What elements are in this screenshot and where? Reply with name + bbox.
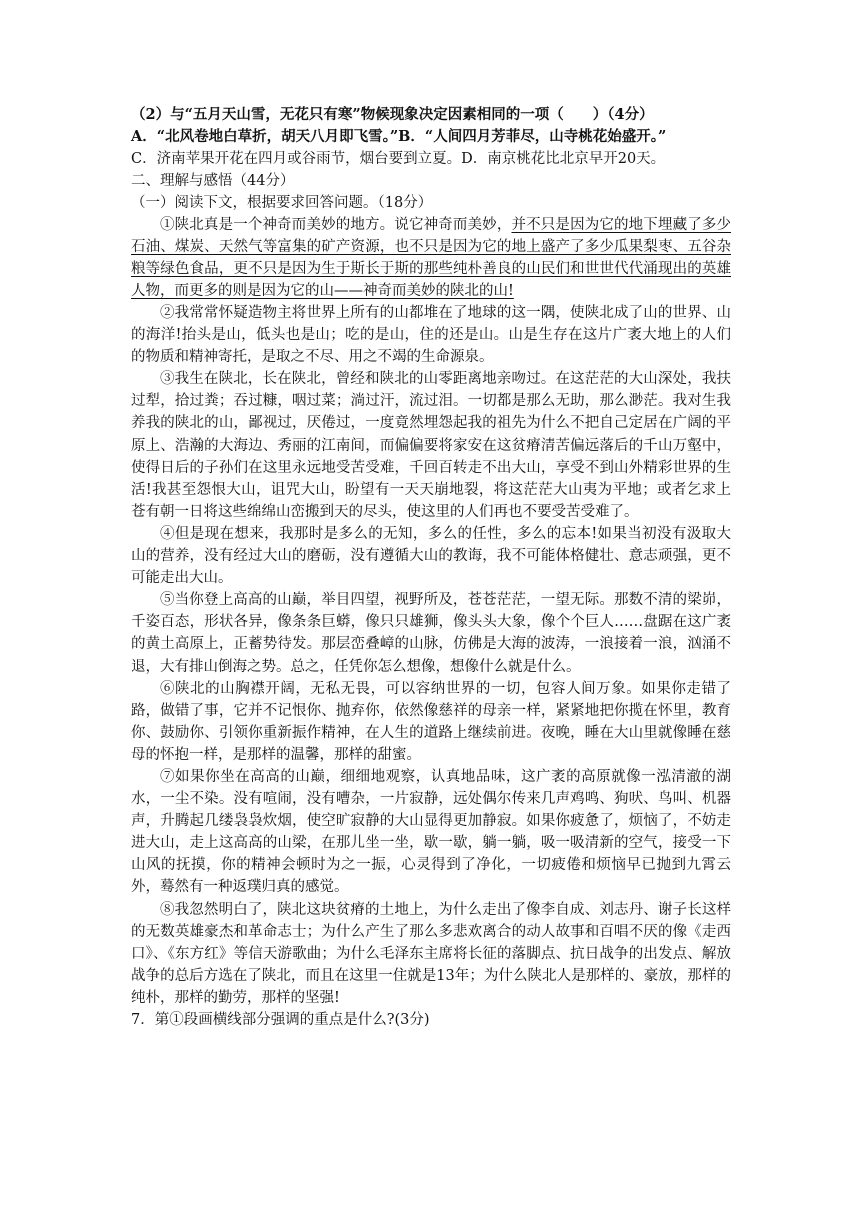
section-title: 二、理解与感悟（44分） (131, 173, 295, 189)
part-title: （一）阅读下文，根据要求回答问题。（18分） (131, 195, 433, 211)
paragraph-5: ⑤当你登上高高的山巅，举目四望，视野所及，苍苍茫茫，一望无际。那数不清的梁峁，千姿百态，形状各异，像条条巨蟒，像只只雄狮，像头头大象，像个个巨人……盘踞在这广袤的黄土高原上，正蓄势待发。那层峦叠嶂的山脉，仿佛是大海的波涛，一浪接着一浪，汹涌不退，大有排山倒海之势。总之，任凭你怎么想像，想像什么就是什么。 (131, 592, 731, 675)
question-6-sub2: （2）与“五月天山雪，无花只有寒”物候现象决定因素相同的一项（ ）（4分） (131, 106, 654, 123)
paragraph-8: ⑧我忽然明白了，陕北这块贫瘠的土地上，为什么走出了像李自成、刘志丹、谢子长这样的无数英雄豪杰和革命志士；为什么产生了那么多悲欢离合的动人故事和百唱不厌的像《走西口》、《东方红》等信天游歌曲；为什么毛泽东主席将长征的落脚点、抗日战争的出发点、解放战争的总后方选在了陕北，而且在这里一住就是13年；为什么陕北人是那样的、豪放，那样的纯朴，那样的勤劳，那样的坚强! (131, 901, 731, 1006)
paragraph-4: ④但是现在想来，我那时是多么的无知，多么的任性，多么的忘本!如果当初没有汲取大山的营养，没有经过大山的磨砺，没有遵循大山的教诲，我不可能体格健壮、意志顽强，更不可能走出大山。 (131, 525, 731, 587)
paragraph-3: ③我生在陕北，长在陕北，曾经和陕北的山零距离地亲吻过。在这茫茫的大山深处，我扶过犁，拾过粪；吞过糠，咽过菜；淌过汗，流过泪。一切都是那么无助，那么渺茫。我对生我养我的陕北的山，鄙视过，厌倦过，一度竟然埋怨起我的祖先为什么不把自己定居在广阔的平原上、浩瀚的大海边、秀丽的江南间，而偏偏要将家安在这贫瘠清苦偏远落后的千山万壑中，使得日后的子孙们在这里永远地受苦受难，千回百转走不出大山，享受不到山外精彩世界的生活!我甚至怨恨大山，诅咒大山，盼望有一天天崩地裂，将这茫茫大山夷为平地；或者乞求上苍有朝一日将这些绵绵山峦搬到天的尽头，使这里的人们再也不要受苦受难了。 (131, 371, 731, 520)
paragraph-6: ⑥陕北的山胸襟开阔，无私无畏，可以容纳世界的一切，包容人间万象。如果你走错了路，做错了事，它并不记恨你、抛弃你，依然像慈祥的母亲一样，紧紧地把你揽在怀里，教育你、鼓励你、引领你重新振作精神，在人生的道路上继续前进。夜晚，睡在大山里就像睡在慈母的怀抱一样，是那样的温馨，那样的甜蜜。 (131, 680, 731, 763)
paragraph-2: ②我常常怀疑造物主将世界上所有的山都堆在了地球的这一隅，使陕北成了山的世界、山的海洋!抬头是山，低头也是山；吃的是山，住的还是山。山是生存在这片广袤大地上的人们的物质和精神寄托，是取之不尽、用之不竭的生命源泉。 (131, 305, 731, 366)
paragraph-1-underlined: 并不只是因为它的地下埋藏了多少石油、煤炭、天然气等富集的矿产资源，也不只是因为它的地上盛产了多少瓜果梨枣、五谷杂粮等绿色食品，更不只是因为生于斯长于斯的那些纯朴善良的山民们和世世代代涌现出的英雄人物，而更多的则是因为它的山——神奇而美妙的陕北的山! (131, 217, 732, 299)
paragraph-1-plain: ①陕北真是一个神奇而美妙的地方。说它神奇而美妙， (160, 217, 512, 233)
paragraph-7: ⑦如果你坐在高高的山巅，细细地观察，认真地品味，这广袤的高原就像一泓清澈的湖水，一尘不染。没有喧闹，没有嘈杂，一片寂静，远处偶尔传来几声鸡鸣、狗吠、鸟叫、机器声，升腾起几缕袅袅炊烟，使空旷寂静的大山显得更加静寂。如果你疲惫了，烦恼了，不妨走进大山，走上这高高的山梁，在那儿坐一坐，歇一歇，躺一躺，吸一吸清新的空气，接受一下山风的抚摸，你的精神会顿时为之一振，心灵得到了净化，一切疲倦和烦恼早已抛到九霄云外，蓦然有一种返璞归真的感觉。 (131, 768, 731, 896)
options-c-d: C．济南苹果开花在四月或谷雨节，烟台要到立夏。D．南京桃花比北京早开20天。 (131, 151, 666, 167)
options-a-b: A．“北风卷地白草折，胡天八月即飞雪。”B．“人间四月芳菲尽，山寺桃花始盛开。” (131, 128, 667, 145)
question-7: 7．第①段画横线部分强调的重点是什么?(3分) (131, 1012, 430, 1028)
paragraph-1 (131, 214, 731, 302)
exam-page (131, 104, 731, 1031)
